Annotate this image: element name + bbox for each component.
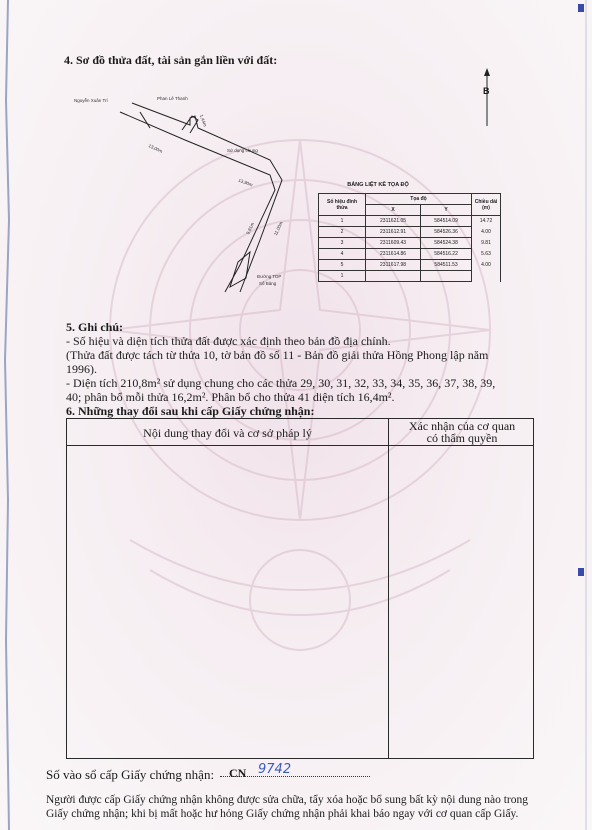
table-row: 1 2311621.05 584514.09 14.72 bbox=[319, 216, 501, 227]
header-divider bbox=[67, 445, 533, 446]
length-label: 13,00m bbox=[147, 143, 164, 154]
length-label: 13,90m bbox=[237, 177, 254, 188]
north-label: B bbox=[483, 86, 490, 96]
coord-header-point: Số hiệu đỉnh thửa bbox=[319, 194, 366, 216]
changes-table bbox=[66, 418, 534, 759]
changes-col-content: Nội dung thay đổi và cơ sở pháp lý bbox=[143, 426, 312, 440]
note-line: - Diện tích 210,8m² sử dụng chung cho các thửa 29, 30, 31, 32, 33, 34, 35, 36, 37, 38, 39, bbox=[66, 376, 496, 390]
table-row: 4 2311614.86 584516.22 5.63 bbox=[319, 249, 501, 260]
north-arrow-icon bbox=[480, 68, 494, 128]
coord-header-coords: Tọa độ bbox=[366, 194, 472, 205]
footer-note-line: Người được cấp Giấy chứng nhận không được sửa chữa, tẩy xóa hoặc bổ sung bất kỳ nội dung nào trong bbox=[46, 794, 528, 806]
table-row: 3 2311609.43 584524.38 9.81 bbox=[319, 238, 501, 249]
note-line: 1996). bbox=[66, 362, 97, 376]
note-line: - Số hiệu và diện tích thửa đất được xác định theo bản đồ địa chính. bbox=[66, 334, 391, 348]
register-prefix: CN bbox=[229, 766, 247, 780]
changes-col-confirmation: Xác nhận của cơ quan có thẩm quyền bbox=[408, 419, 516, 445]
coord-header-length: Chiều dài (m) bbox=[472, 194, 501, 216]
coord-table-title: BẢNG LIỆT KÊ TỌA ĐỘ bbox=[347, 182, 409, 188]
footer-note-line: Giấy chứng nhận; khi bị mất hoặc hư hỏng Giấy chứng nhận phải khai báo ngay với cơ quan cấp Giấy. bbox=[46, 808, 519, 820]
road-label-3: Đường TDP bbox=[257, 274, 282, 279]
length-label: 11,00m bbox=[272, 220, 284, 237]
coord-header-y: Y bbox=[421, 205, 472, 216]
length-label: 9,81m bbox=[245, 221, 256, 236]
road-label-3b: Số Bảng bbox=[259, 281, 277, 286]
shared-use-label: Sử dụng chung bbox=[227, 148, 258, 153]
register-number-label: Số vào sổ cấp Giấy chứng nhận: bbox=[46, 767, 215, 782]
table-row: 1 bbox=[319, 271, 501, 282]
note-line: 40; phân bổ mỗi thửa 16,2m². Phân bổ cho thửa 41 diện tích 16,4m². bbox=[66, 390, 395, 404]
coord-header-x: X bbox=[366, 205, 421, 216]
register-number-handwritten: 9742 bbox=[258, 762, 292, 777]
road-label-2: Phan Lê Thanh bbox=[157, 96, 188, 101]
coord-table bbox=[318, 193, 501, 282]
length-label: 1,44m bbox=[198, 113, 208, 128]
column-divider bbox=[388, 419, 389, 758]
section-6-title: 6. Những thay đổi sau khi cấp Giấy chứng nhận: bbox=[66, 404, 315, 418]
note-line: (Thửa đất được tách từ thửa 10, tờ bản đồ số 11 - Bản đồ giải thửa Hồng Phong lập năm bbox=[66, 348, 489, 362]
section-4-title: 4. Sơ đồ thửa đất, tài sản gắn liền với đất: bbox=[64, 53, 278, 67]
road-label-1: Nguyễn Xuân Trí bbox=[74, 98, 108, 103]
table-row: 2 2311612.91 584526.36 4.00 bbox=[319, 227, 501, 238]
table-row: 5 2311617.98 584511.53 4.00 bbox=[319, 260, 501, 271]
section-5-title: 5. Ghi chú: bbox=[66, 320, 124, 334]
